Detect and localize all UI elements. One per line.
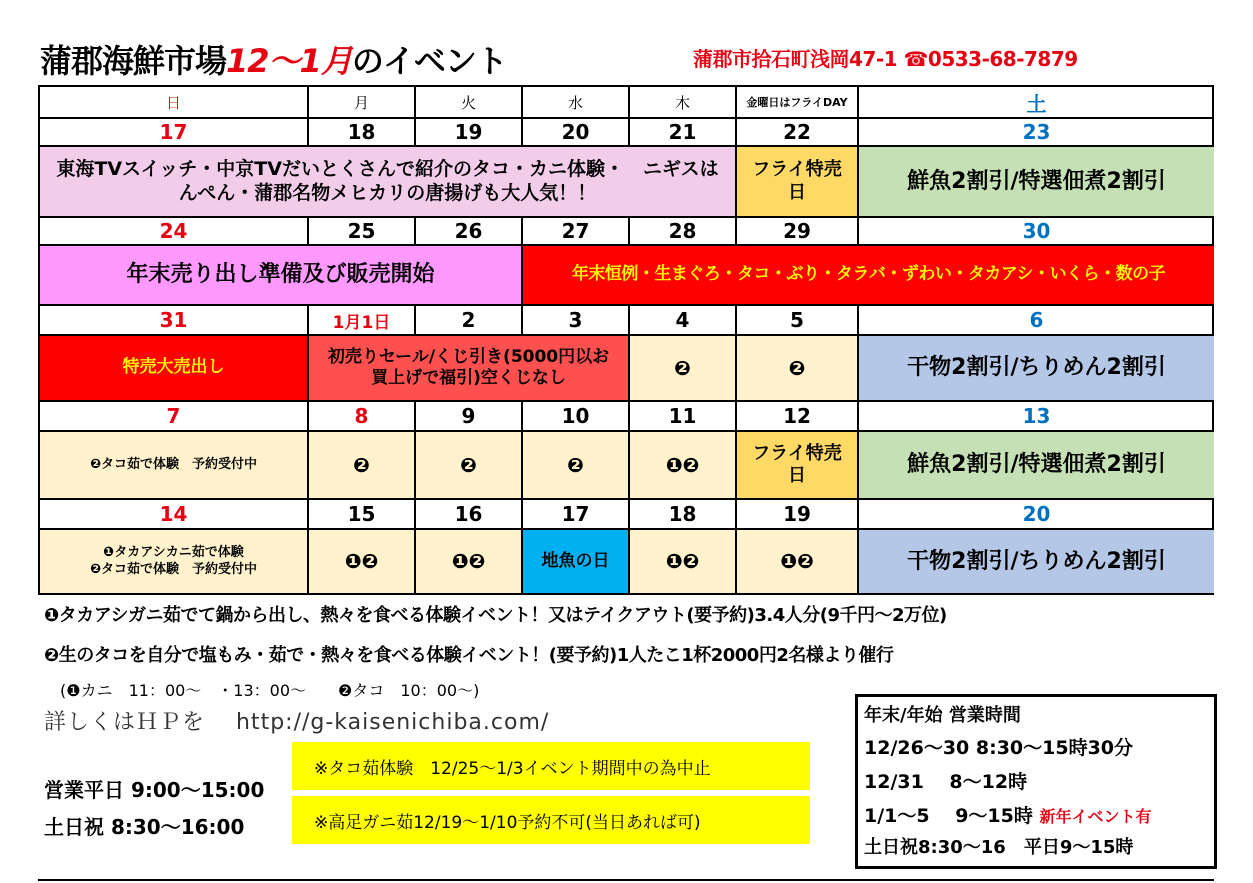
title-months: 12～1月 — [226, 42, 352, 80]
date-cell: 15 — [309, 500, 416, 530]
event-crab-octopus-mark: ❶❷ — [737, 530, 859, 593]
date-cell: 30 — [859, 218, 1214, 246]
title-events: のイベント — [351, 42, 507, 80]
event-crab-octopus-mark: ❶❷ — [416, 530, 523, 593]
dow-thu: 木 — [630, 87, 737, 119]
date-cell: 18 — [630, 500, 737, 530]
event-line: ❶タカアシカニ茹で体験 — [103, 544, 244, 560]
event-sat-discount: 鮮魚2割引/特選佃煮2割引 — [859, 147, 1214, 218]
address: 蒲郡市拾石町浅岡47-1 ☎0533-68-7879 — [693, 47, 1078, 71]
event-octopus-booking: ❷タコ茹で体験 予約受付中 — [40, 432, 309, 500]
date-cell: 5 — [737, 306, 859, 336]
year-end-hours-box — [855, 694, 1217, 869]
date-cell: 2 — [416, 306, 523, 336]
event-year-end-items: 年末恒例・生まぐろ・タコ・ぶり・タラバ・ずわい・タカアシ・いくら・数の子 — [523, 246, 1214, 306]
date-cell: 22 — [737, 119, 859, 147]
date-cell: 28 — [630, 218, 737, 246]
year-end-hours-line-text: 1/1～5 9～15時 — [864, 805, 1033, 827]
event-calendar — [38, 85, 1214, 595]
dow-tue: 火 — [416, 87, 523, 119]
dow-sun: 日 — [40, 87, 309, 119]
date-cell: 26 — [416, 218, 523, 246]
event-new-year-sale: 初売りセール/くじ引き(5000円以お買上げで福引)空くじなし — [309, 336, 630, 402]
event-line: ❷タコ茹で体験 予約受付中 — [89, 561, 257, 577]
event-octopus-mark: ❷ — [630, 336, 737, 402]
event-octopus-mark: ❷ — [737, 336, 859, 402]
event-sat-discount: 鮮魚2割引/特選佃煮2割引 — [859, 432, 1214, 500]
note-octopus-experience: ❷生のタコを自分で塩もみ・茹で・熱々を食べる体験イベント！(要予約)1人たこ1杯2000円2名様より催行 — [44, 645, 894, 666]
event-local-fish-day: 地魚の日 — [523, 530, 630, 593]
date-cell: 20 — [523, 119, 630, 147]
event-octopus-mark: ❷ — [309, 432, 416, 500]
date-cell: 6 — [859, 306, 1214, 336]
date-cell: 18 — [309, 119, 416, 147]
dow-mon: 月 — [309, 87, 416, 119]
date-cell: 27 — [523, 218, 630, 246]
event-big-sale: 特売大売出し — [40, 336, 309, 402]
notice-crab-reservation: ※高足ガニ茹12/19～1/10予約不可(当日あれば可) — [292, 796, 810, 844]
year-end-hours-line: 12/31 8～12時 — [864, 771, 1028, 793]
notice-octopus-suspended: ※タコ茹体験 12/25～1/3イベント期間中の為中止 — [292, 742, 810, 790]
hours-weekday: 営業平日 9:00～15:00 — [44, 778, 265, 802]
date-cell: 10 — [523, 402, 630, 432]
year-end-hours-line: 土日祝8:30～16 平日9～15時 — [864, 837, 1134, 858]
date-cell: 9 — [416, 402, 523, 432]
date-cell: 19 — [416, 119, 523, 147]
date-cell: 23 — [859, 119, 1214, 147]
event-crab-octopus-mark: ❶❷ — [630, 432, 737, 500]
event-octopus-mark: ❷ — [523, 432, 630, 500]
year-end-hours-line: 12/26～30 8:30～15時30分 — [864, 737, 1134, 759]
dow-fri: 金曜日はフライDAY — [737, 87, 859, 119]
event-year-end-prep: 年末売り出し準備及び販売開始 — [40, 246, 523, 306]
note-crab-experience: ❶タカアシガニ茹でて鍋から出し、熱々を食べる体験イベント！又はテイクアウト(要予約)3.4人分(9千円～2万位) — [44, 605, 947, 626]
date-cell: 21 — [630, 119, 737, 147]
date-cell: 31 — [40, 306, 309, 336]
date-cell: 4 — [630, 306, 737, 336]
date-cell: 17 — [523, 500, 630, 530]
experience-times: (❶カニ 11：00～ ・13：00～ ❷タコ 10：00～) — [60, 681, 480, 700]
hours-weekend: 土日祝 8:30～16:00 — [44, 815, 245, 839]
date-cell: 20 — [859, 500, 1214, 530]
event-crab-octopus-mark: ❶❷ — [630, 530, 737, 593]
event-sat-dried-discount: 干物2割引/ちりめん2割引 — [859, 336, 1214, 402]
year-end-hours-line — [864, 799, 1208, 834]
event-octopus-mark: ❷ — [416, 432, 523, 500]
event-crab-octopus-booking — [40, 530, 309, 593]
event-sat-dried-discount: 干物2割引/ちりめん2割引 — [859, 530, 1214, 593]
year-end-hours-title: 年末/年始 営業時間 — [864, 705, 1021, 726]
event-fry-sale: フライ特売日 — [737, 147, 859, 218]
website-link[interactable]: 詳しくはＨＰを http://g-kaisenichiba.com/ — [44, 710, 550, 735]
date-cell: 19 — [737, 500, 859, 530]
date-cell: 16 — [416, 500, 523, 530]
date-cell: 13 — [859, 402, 1214, 432]
event-tv-feature: 東海TVスイッチ・中京TVだいとくさんで紹介のタコ・カニ体験・ ニギスはんぺん・蒲郡名物メヒカリの唐揚げも大人気！！ — [40, 147, 737, 218]
date-cell: 7 — [40, 402, 309, 432]
event-crab-octopus-mark: ❶❷ — [309, 530, 416, 593]
date-cell: 25 — [309, 218, 416, 246]
date-cell: 24 — [40, 218, 309, 246]
date-cell: 3 — [523, 306, 630, 336]
date-cell: 1月1日 — [309, 306, 416, 336]
dow-sat: 土 — [859, 87, 1214, 119]
page-title — [40, 36, 507, 82]
date-cell: 14 — [40, 500, 309, 530]
date-cell: 8 — [309, 402, 416, 432]
dow-wed: 水 — [523, 87, 630, 119]
date-cell: 12 — [737, 402, 859, 432]
new-year-event-note: 新年イベント有 — [1039, 807, 1152, 826]
bottom-divider — [38, 879, 1214, 881]
date-cell: 11 — [630, 402, 737, 432]
date-cell: 17 — [40, 119, 309, 147]
event-fry-sale: フライ特売日 — [737, 432, 859, 500]
date-cell: 29 — [737, 218, 859, 246]
title-market: 蒲郡海鮮市場 — [40, 42, 227, 80]
